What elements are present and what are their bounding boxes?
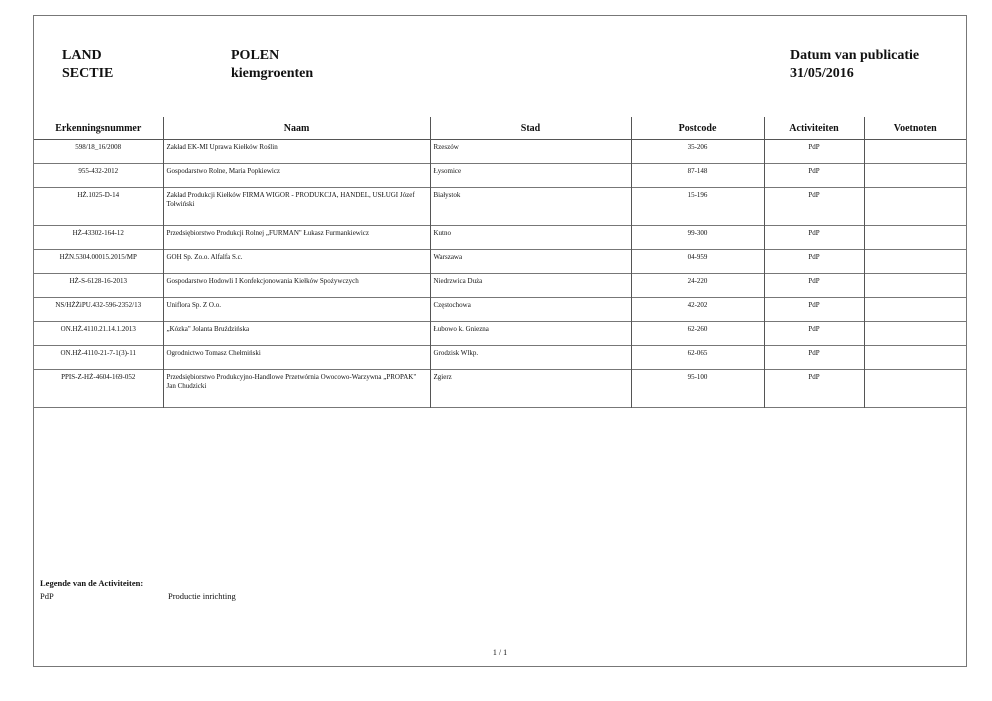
- stad-cell: Łubowo k. Gniezna: [430, 322, 631, 346]
- stad-cell: Warszawa: [430, 250, 631, 274]
- naam-cell: Zakład Produkcji Kiełków FIRMA WIGOR - PRODUKCJA, HANDEL, USŁUGI Józef Tołwiński: [163, 188, 430, 226]
- naam-cell: Gospodarstwo Hodowli I Konfekcjonowania Kiełków Spożywczych: [163, 274, 430, 298]
- erkenningsnummer-cell: PPIS-Z-HŻ-4604-169-052: [61, 373, 136, 381]
- page-number: 1 / 1: [492, 648, 508, 657]
- table-header-row: [34, 117, 966, 140]
- table-row: [34, 298, 966, 322]
- table-row: [34, 226, 966, 250]
- erkenningsnummer-cell: HŻ-43302-164-12: [72, 229, 124, 237]
- table-row: [34, 370, 966, 408]
- activiteit-cell: PdP: [764, 188, 864, 226]
- column-header: Erkenningsnummer: [55, 122, 142, 134]
- voetnoten-cell: [864, 346, 966, 370]
- date-label: Datum van publicatie: [790, 48, 920, 63]
- stad-cell: Zgierz: [430, 370, 631, 408]
- table-row: [34, 346, 966, 370]
- erkenningsnummer-cell: HŻ-S-6128-16-2013: [69, 277, 128, 285]
- voetnoten-cell: [864, 140, 966, 164]
- table-row: [34, 322, 966, 346]
- activiteit-cell: PdP: [764, 274, 864, 298]
- erkenningsnummer-cell: ON.HŻ-4110-21-7-1(3)-11: [60, 349, 136, 357]
- activiteit-cell: PdP: [764, 226, 864, 250]
- postcode-cell: 15-196: [631, 188, 764, 226]
- stad-cell: Rzeszów: [430, 140, 631, 164]
- stad-cell: Łysomice: [430, 164, 631, 188]
- postcode-cell: 62-065: [631, 346, 764, 370]
- document-page: [33, 15, 967, 667]
- postcode-cell: 95-100: [631, 370, 764, 408]
- erkenningsnummer-cell: HŻN.5304.00015.2015/MP: [59, 253, 137, 261]
- postcode-cell: 87-148: [631, 164, 764, 188]
- activiteit-cell: PdP: [764, 164, 864, 188]
- postcode-cell: 42-202: [631, 298, 764, 322]
- legend-code: PdP: [40, 591, 54, 601]
- legend-title: Legende van de Activiteiten:: [40, 578, 144, 588]
- postcode-cell: 24-220: [631, 274, 764, 298]
- column-header: Naam: [163, 117, 430, 140]
- voetnoten-cell: [864, 188, 966, 226]
- column-header: Stad: [430, 117, 631, 140]
- naam-cell: GOH Sp. Zo.o. Alfalfa S.c.: [163, 250, 430, 274]
- postcode-cell: 04-959: [631, 250, 764, 274]
- naam-cell: Ogrodnictwo Tomasz Chełmiński: [163, 346, 430, 370]
- erkenningsnummer-cell: 598/18_16/2008: [75, 143, 122, 151]
- column-header: Activiteiten: [764, 117, 864, 140]
- table-row: [34, 140, 966, 164]
- activiteit-cell: PdP: [764, 322, 864, 346]
- legend-description: Productie inrichting: [168, 591, 236, 601]
- voetnoten-cell: [864, 226, 966, 250]
- activiteit-cell: PdP: [764, 298, 864, 322]
- land-sectie-labels: [62, 47, 113, 83]
- country-value: POLEN: [231, 48, 280, 63]
- erkenningsnummer-cell: ON.HŻ.4110.21.14.1.2013: [60, 325, 136, 333]
- land-label: LAND: [62, 48, 102, 63]
- naam-cell: Uniflora Sp. Z O.o.: [163, 298, 430, 322]
- table-row: [34, 188, 966, 226]
- table-row: [34, 250, 966, 274]
- stad-cell: Częstochowa: [430, 298, 631, 322]
- activiteit-cell: PdP: [764, 370, 864, 408]
- table-row: [34, 274, 966, 298]
- column-header: Voetnoten: [864, 117, 966, 140]
- naam-cell: Zakład EK-MI Uprawa Kiełków Roślin: [163, 140, 430, 164]
- naam-cell: Przedsiębiorstwo Produkcyjno-Handlowe Przetwórnia Owocowo-Warzywna „PROPAK" Jan Chudzicki: [163, 370, 430, 408]
- erkenningsnummer-cell: NS/HŻŻiPU.432-596-2352/13: [55, 301, 142, 309]
- voetnoten-cell: [864, 322, 966, 346]
- voetnoten-cell: [864, 370, 966, 408]
- section-value: kiemgroenten: [231, 66, 314, 81]
- activiteit-cell: PdP: [764, 250, 864, 274]
- activiteit-cell: PdP: [764, 140, 864, 164]
- column-header: Postcode: [631, 117, 764, 140]
- postcode-cell: 62-260: [631, 322, 764, 346]
- postcode-cell: 99-300: [631, 226, 764, 250]
- voetnoten-cell: [864, 274, 966, 298]
- country-section-values: [231, 47, 313, 83]
- postcode-cell: 35-206: [631, 140, 764, 164]
- erkenningsnummer-cell: HŻ.1025-D-14: [77, 191, 120, 199]
- stad-cell: Niedrzwica Duża: [430, 274, 631, 298]
- establishments-table: [34, 117, 966, 408]
- stad-cell: Białystok: [430, 188, 631, 226]
- voetnoten-cell: [864, 298, 966, 322]
- voetnoten-cell: [864, 164, 966, 188]
- naam-cell: Gospodarstwo Rolne, Maria Popkiewicz: [163, 164, 430, 188]
- naam-cell: Przedsiębiorstwo Produkcji Rolnej „FURMAN" Łukasz Furmankiewicz: [163, 226, 430, 250]
- voetnoten-cell: [864, 250, 966, 274]
- sectie-label: SECTIE: [62, 66, 114, 81]
- stad-cell: Grodzisk Wlkp.: [430, 346, 631, 370]
- table-row: [34, 164, 966, 188]
- erkenningsnummer-cell: 955-432-2012: [78, 167, 119, 175]
- activiteit-cell: PdP: [764, 346, 864, 370]
- publication-date-block: [790, 47, 919, 83]
- date-value: 31/05/2016: [790, 66, 854, 81]
- naam-cell: „Kózka" Jolanta Bruździńska: [163, 322, 430, 346]
- stad-cell: Kutno: [430, 226, 631, 250]
